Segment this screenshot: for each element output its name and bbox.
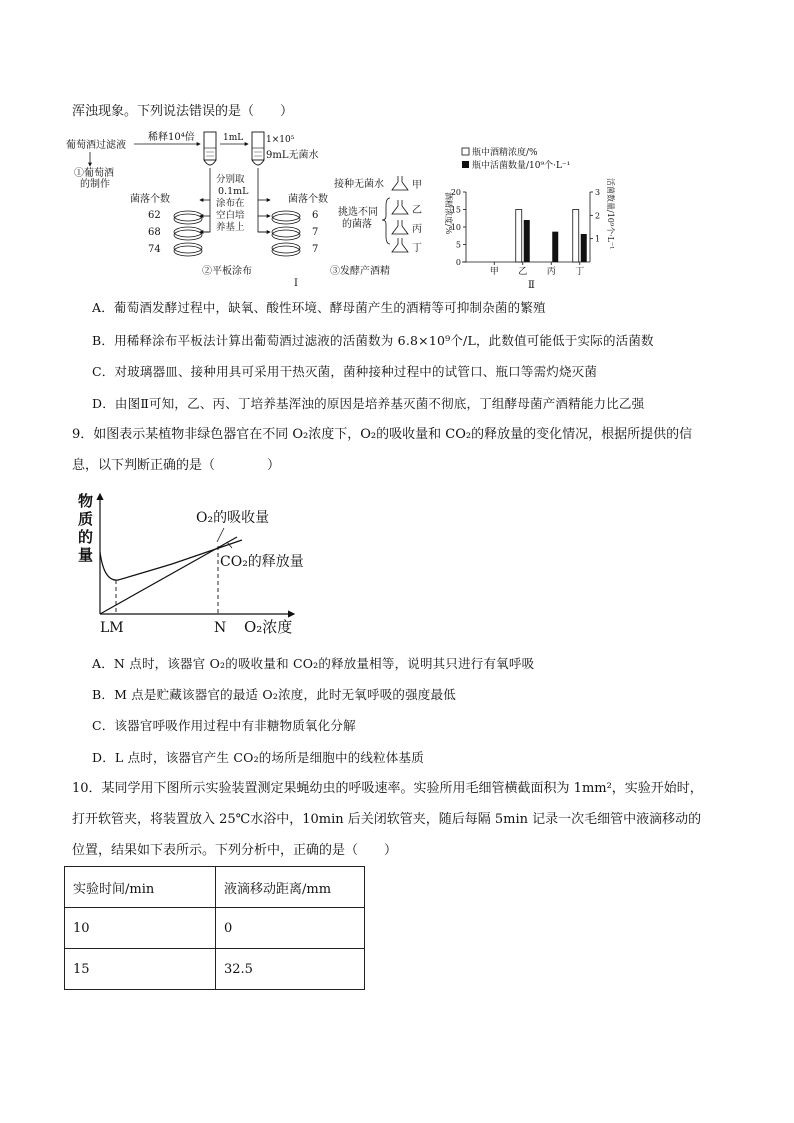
ylabel-right: 活菌数量/10⁹个·L⁻¹	[606, 178, 615, 250]
ylabel-left: 酒精浓度/%	[444, 192, 453, 235]
ylabel-char-1: 质	[78, 510, 94, 528]
middle-note-3: 空白培	[216, 210, 245, 221]
table-cell: 0	[216, 908, 365, 949]
left-tick-label: 20	[450, 188, 461, 197]
q9-option-d: D．L 点时，该器官产生 CO₂的场所是细胞中的线粒体基质	[92, 750, 424, 765]
legend-alcohol: 瓶中酒精浓度/%	[472, 148, 538, 158]
flask-ding	[392, 238, 408, 252]
legend-bacteria: 瓶中活菌数量/10⁹个·L⁻¹	[472, 161, 571, 171]
legend-swatch-bacteria	[462, 161, 469, 168]
left-count-1: 68	[148, 227, 161, 238]
right-tick-label: 1	[595, 234, 601, 244]
table-row	[65, 908, 365, 949]
left-tick-label: 0	[455, 258, 461, 267]
panel-label-2: Ⅱ	[528, 280, 535, 291]
inoculate-label: 接种无菌水	[334, 179, 384, 190]
right-tick-label: 2	[595, 211, 601, 221]
q9-option-a: A．N 点时，该器官 O₂的吸收量和 CO₂的释放量相等，说明其只进行有氧呼吸	[92, 656, 535, 671]
bar-alcohol-3	[573, 210, 579, 263]
table-header-row	[65, 867, 365, 908]
q8-option-b: B．用稀释涂布平板法计算出葡萄酒过滤液的活菌数为 6.8×10⁹个/L，此数值可能低于实际的活菌数	[92, 333, 654, 348]
middle-note-2: 涂布在	[216, 198, 245, 209]
step2-label: ②平板涂布	[202, 266, 252, 277]
flask-label-ding: 丁	[412, 243, 422, 254]
pick-label-b: 的菌落	[342, 219, 372, 230]
bar-bacteria-1	[524, 220, 530, 262]
x-tick-lm: LM	[100, 620, 124, 636]
table-row	[65, 949, 365, 990]
right-count-2: 7	[312, 244, 319, 255]
step1-label-b: 的制作	[80, 179, 110, 190]
q8-stem-tail: 浑浊现象。下列说法错误的是（ ）	[72, 104, 294, 119]
q10-stem-line2: 打开软管夹，将装置放入 25℃水浴中，10min 后关闭软管夹，随后每隔 5min 记录一次毛细管中液滴移动的	[72, 812, 702, 827]
table-cell: 15	[65, 949, 216, 990]
left-tick-label: 15	[450, 205, 461, 215]
q8-option-c: C．对玻璃器皿、接种用具可采用干热灭菌，菌种接种过程中的试管口、瓶口等需灼烧灭菌	[92, 364, 598, 379]
bar-bacteria-2	[552, 232, 558, 262]
right-count-1: 7	[312, 227, 319, 238]
y-axis-label	[78, 492, 93, 564]
q10-results-table	[64, 866, 365, 990]
q9-stem-line1: 9．如图表示某植物非绿色器官在不同 O₂浓度下，O₂的吸收量和 CO₂的释放量的变化情况，根据所提供的信	[72, 427, 693, 442]
flask-jia	[392, 176, 408, 190]
left-count-0: 62	[148, 210, 161, 221]
brace	[382, 198, 390, 244]
q9-option-b: B．M 点是贮藏该器官的最适 O₂浓度，此时无氧呼吸的强度最低	[92, 687, 456, 702]
tube-note-2: 9mL无菌水	[266, 150, 319, 161]
q9-graph	[72, 490, 332, 640]
q8-option-d: D．由图Ⅱ可知，乙、丙、丁培养基浑浊的原因是培养基灭菌不彻底，丁组酵母菌产酒精能力比乙强	[92, 396, 645, 411]
table-header-time: 实验时间/min	[65, 867, 216, 908]
q9-stem-line2: 息，以下判断正确的是（ ）	[72, 458, 281, 473]
source-label: 葡萄酒过滤液	[66, 140, 126, 151]
o2-curve	[100, 537, 237, 614]
left-count-2: 74	[148, 244, 161, 255]
q10-stem-line3: 位置，结果如下表所示。下列分析中，正确的是（ ）	[72, 843, 398, 858]
ylabel-char-2: 的	[78, 528, 94, 546]
middle-note-1: 0.1mL	[218, 186, 249, 197]
bar-bacteria-3	[581, 234, 587, 262]
table-cell: 32.5	[216, 949, 365, 990]
category-label: 丙	[546, 267, 556, 277]
test-tube-1	[204, 132, 216, 165]
right-count-0: 6	[312, 210, 319, 221]
q10-stem-line1: 10．某同学用下图所示实验装置测定果蝇幼虫的呼吸速率。实验所用毛细管横截面积为 1mm²，实验开始时，	[72, 781, 703, 796]
q9-option-c: C．该器官呼吸作用过程中有非糖物质氧化分解	[92, 718, 356, 733]
o2-curve-label: O₂的吸收量	[196, 510, 270, 526]
colony-header-left: 菌落个数	[130, 194, 170, 205]
middle-note-4: 养基上	[216, 222, 245, 233]
pick-label-a: 挑选不同	[338, 207, 378, 218]
category-label: 乙	[518, 267, 528, 277]
bar-alcohol-1	[516, 210, 522, 263]
category-label: 甲	[489, 267, 499, 277]
dilute-label: 稀释10⁴倍	[148, 132, 195, 143]
right-tick-label: 3	[595, 188, 601, 197]
petri-dishes-left	[174, 211, 202, 256]
petri-dishes-right	[272, 211, 300, 256]
colony-header-right: 菌落个数	[288, 194, 328, 205]
flask-bing	[392, 220, 408, 234]
legend-swatch-alcohol	[462, 148, 469, 155]
step3-label: ③发酵产酒精	[330, 266, 390, 277]
x-axis-label: O₂浓度	[244, 618, 293, 636]
ylabel-char-3: 量	[78, 546, 94, 564]
q8-figure-bar-chart	[440, 144, 620, 294]
tube-note-1: 1×10⁵	[266, 135, 295, 145]
step1-label-a: ①葡萄酒	[74, 168, 114, 179]
co2-curve-label: CO₂的释放量	[220, 554, 304, 570]
table-cell: 10	[65, 908, 216, 949]
flask-label-jia: 甲	[412, 180, 422, 191]
q8-option-a: A．葡萄酒发酵过程中，缺氧、酸性环境、酵母菌产生的酒精等可抑制杂菌的繁殖	[92, 300, 546, 315]
flask-label-yi: 乙	[412, 205, 422, 216]
panel-label-1: Ⅰ	[294, 278, 298, 288]
q8-figure-process	[60, 128, 440, 288]
flask-yi	[392, 200, 408, 214]
middle-note-0: 分别取	[216, 174, 245, 185]
flask-label-bing: 丙	[412, 224, 422, 235]
table-header-distance: 液滴移动距离/mm	[216, 867, 365, 908]
test-tube-2	[252, 132, 264, 165]
transfer-label: 1mL	[223, 133, 244, 143]
ylabel-char-0: 物	[78, 492, 94, 510]
x-tick-n: N	[214, 620, 227, 636]
left-tick-label: 5	[455, 240, 461, 250]
left-tick-label: 10	[450, 223, 461, 232]
category-label: 丁	[575, 267, 585, 277]
